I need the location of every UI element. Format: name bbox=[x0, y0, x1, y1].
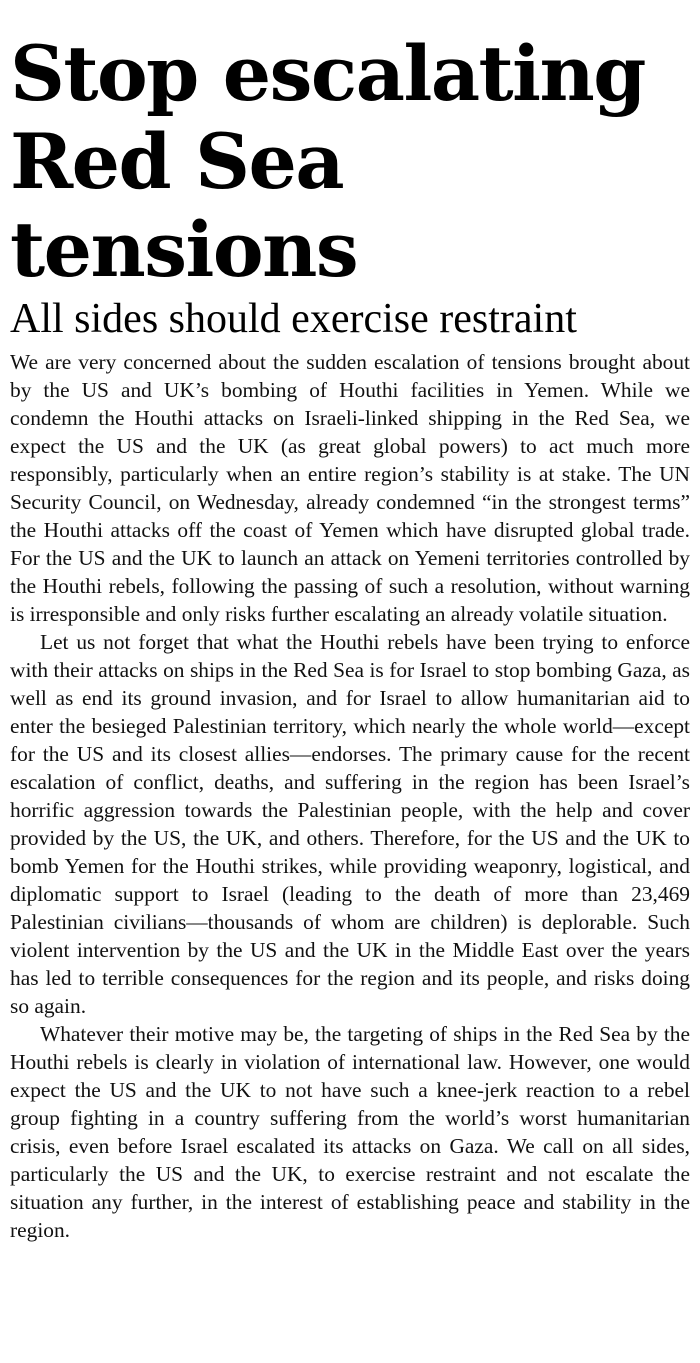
paragraph-2: Let us not forget that what the Houthi rebels have been trying to enforce with their attacks on ships in the Red Sea is for Israel to stop bombing Gaza, as well as end its ground invasion, and for Israel to allow humanitarian aid to enter the besieged Palestinian territory, which nearly the whole world—except for the US and its closest allies—endorses. The primary cause for the recent escalation of conflict, deaths, and suffering in the region has been Israel’s horrific aggression towards the Palestinian people, with the help and cover provided by the US, the UK, and others. Therefore, for the US and the UK to bomb Yemen for the Houthi strikes, while providing weaponry, logistical, and diplomatic support to Israel (leading to the death of more than 23,469 Palestinian civilians—thousands of whom are children) is deplorable. Such violent intervention by the US and the UK in the Middle East over the years has led to terrible consequences for the region and its people, and risks doing so again. bbox=[10, 630, 690, 1018]
subheadline: All sides should exercise restraint bbox=[10, 296, 577, 342]
headline bbox=[10, 30, 690, 294]
paragraph-3: Whatever their motive may be, the targeting of ships in the Red Sea by the Houthi rebels is clearly in violation of international law. However, one would expect the US and the UK to not have such a knee-jerk reaction to a rebel group fighting in a country suffering from the world’s worst humanitarian crisis, even before Israel escalated its attacks on Gaza. We call on all sides, particularly the US and the UK, to exercise restraint and not escalate the situation any further, in the interest of establishing peace and stability in the region. bbox=[10, 1022, 690, 1242]
article-body bbox=[10, 348, 690, 1244]
headline-line-2: Red Sea tensions bbox=[10, 117, 358, 294]
headline-line-1: Stop escalating bbox=[10, 29, 645, 118]
paragraph-1: We are very concerned about the sudden escalation of tensions brought about by the US and UK’s bombing of Houthi facilities in Yemen. While we condemn the Houthi attacks on Israeli-linked shipping in the Red Sea, we expect the US and the UK (as great global powers) to act much more responsibly, particularly when an entire region’s stability is at stake. The UN Security Council, on Wednesday, already condemned “in the strongest terms” the Houthi attacks off the coast of Yemen which have disrupted global trade. For the US and the UK to launch an attack on Yemeni territories controlled by the Houthi rebels, following the passing of such a resolution, without warning is irresponsible and only risks further escalating an already volatile situation. bbox=[10, 350, 690, 626]
